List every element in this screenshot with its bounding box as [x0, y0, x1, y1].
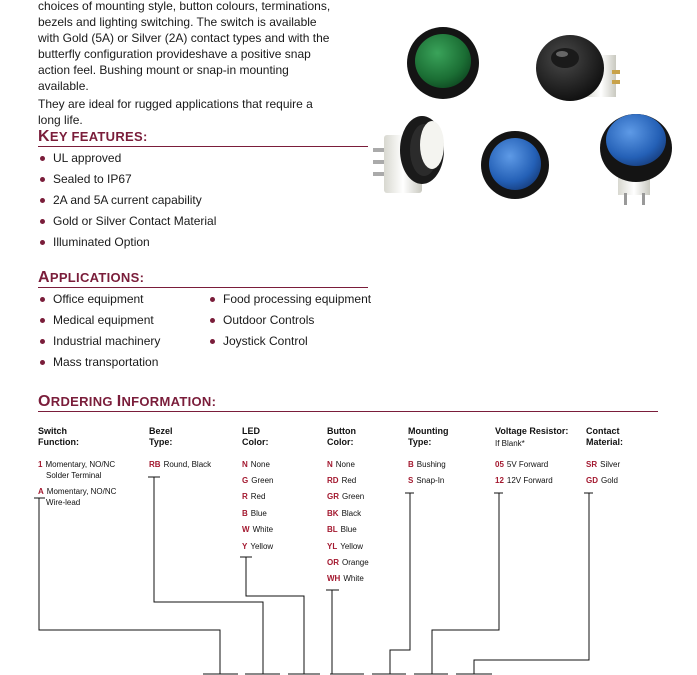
- contact-material-option: SR Silver: [586, 460, 621, 469]
- list-item: Gold or Silver Contact Material: [38, 211, 216, 232]
- ordering-title: ORDERING INFORMATION:: [38, 393, 217, 410]
- intro-paragraph-1: choices of mounting style, button colours, terminations, bezels and lighting switching. The switch is available with Gold (5A) or Silver (2A) contact types and with the butterfly configuration provideshave a positive snap action feel. Bushing mount or snap-in mounting available.: [38, 0, 331, 93]
- mounting-type-option: S Snap-In: [408, 476, 445, 485]
- list-item: UL approved: [38, 148, 216, 169]
- button-color-header: Button Color:: [327, 426, 356, 447]
- button-color-option: BK Black: [327, 509, 362, 518]
- list-item: Outdoor Controls: [208, 310, 371, 331]
- voltage-resistor-option: 12 12V Forward: [495, 476, 553, 485]
- list-item: 2A and 5A current capability: [38, 190, 216, 211]
- list-item: Medical equipment: [38, 310, 160, 331]
- voltage-resistor-option: 05 5V Forward: [495, 460, 549, 469]
- button-color-option: N None: [327, 460, 355, 469]
- list-item: Office equipment: [38, 289, 160, 310]
- contact-material-header: Contact Material:: [586, 426, 624, 447]
- key-features-title: KEY FEATURES:: [38, 128, 148, 145]
- button-color-option: GR Green: [327, 492, 365, 501]
- switch-function-option: A Momentary, NO/NC: [38, 487, 117, 496]
- led-color-option: G Green: [242, 476, 274, 485]
- switch-function-option: 1 Momentary, NO/NC: [38, 460, 116, 469]
- button-color-option: YL Yellow: [327, 542, 364, 551]
- contact-material-option: GD Gold: [586, 476, 618, 485]
- led-color-header: LED Color:: [242, 426, 269, 447]
- list-item: Mass transportation: [38, 352, 160, 373]
- list-item: Industrial machinery: [38, 331, 160, 352]
- button-color-option: RD Red: [327, 476, 357, 485]
- led-color-option: R Red: [242, 492, 266, 501]
- led-color-option: B Blue: [242, 509, 267, 518]
- mounting-type-header: Mounting Type:: [408, 426, 449, 447]
- applications-title: APPLICATIONS:: [38, 269, 145, 286]
- led-color-option: Y Yellow: [242, 542, 274, 551]
- list-item: Illuminated Option: [38, 232, 216, 253]
- bezel-type-header: Bezel Type:: [149, 426, 173, 447]
- bezel-type-option: RB Round, Black: [149, 460, 212, 469]
- led-color-option: N None: [242, 460, 270, 469]
- voltage-resistor-header: Voltage Resistor: If Blank*: [495, 426, 569, 448]
- voltage-resistor-subheader: If Blank*: [495, 439, 525, 448]
- switch-function-option-sub: Solder Terminal: [46, 471, 102, 480]
- button-color-option: OR Orange: [327, 558, 369, 567]
- list-item: Joystick Control: [208, 331, 371, 352]
- led-color-option: W White: [242, 525, 274, 534]
- button-color-option: BL Blue: [327, 525, 357, 534]
- intro-paragraph-2: They are ideal for rugged applications that require a long life.: [38, 97, 313, 127]
- switch-function-option-sub: Wire-lead: [46, 498, 81, 507]
- list-item: Sealed to IP67: [38, 169, 216, 190]
- button-color-option: WH White: [327, 574, 364, 583]
- mounting-type-option: B Bushing: [408, 460, 446, 469]
- switch-function-header: Switch Function:: [38, 426, 79, 447]
- list-item: Food processing equipment: [208, 289, 371, 310]
